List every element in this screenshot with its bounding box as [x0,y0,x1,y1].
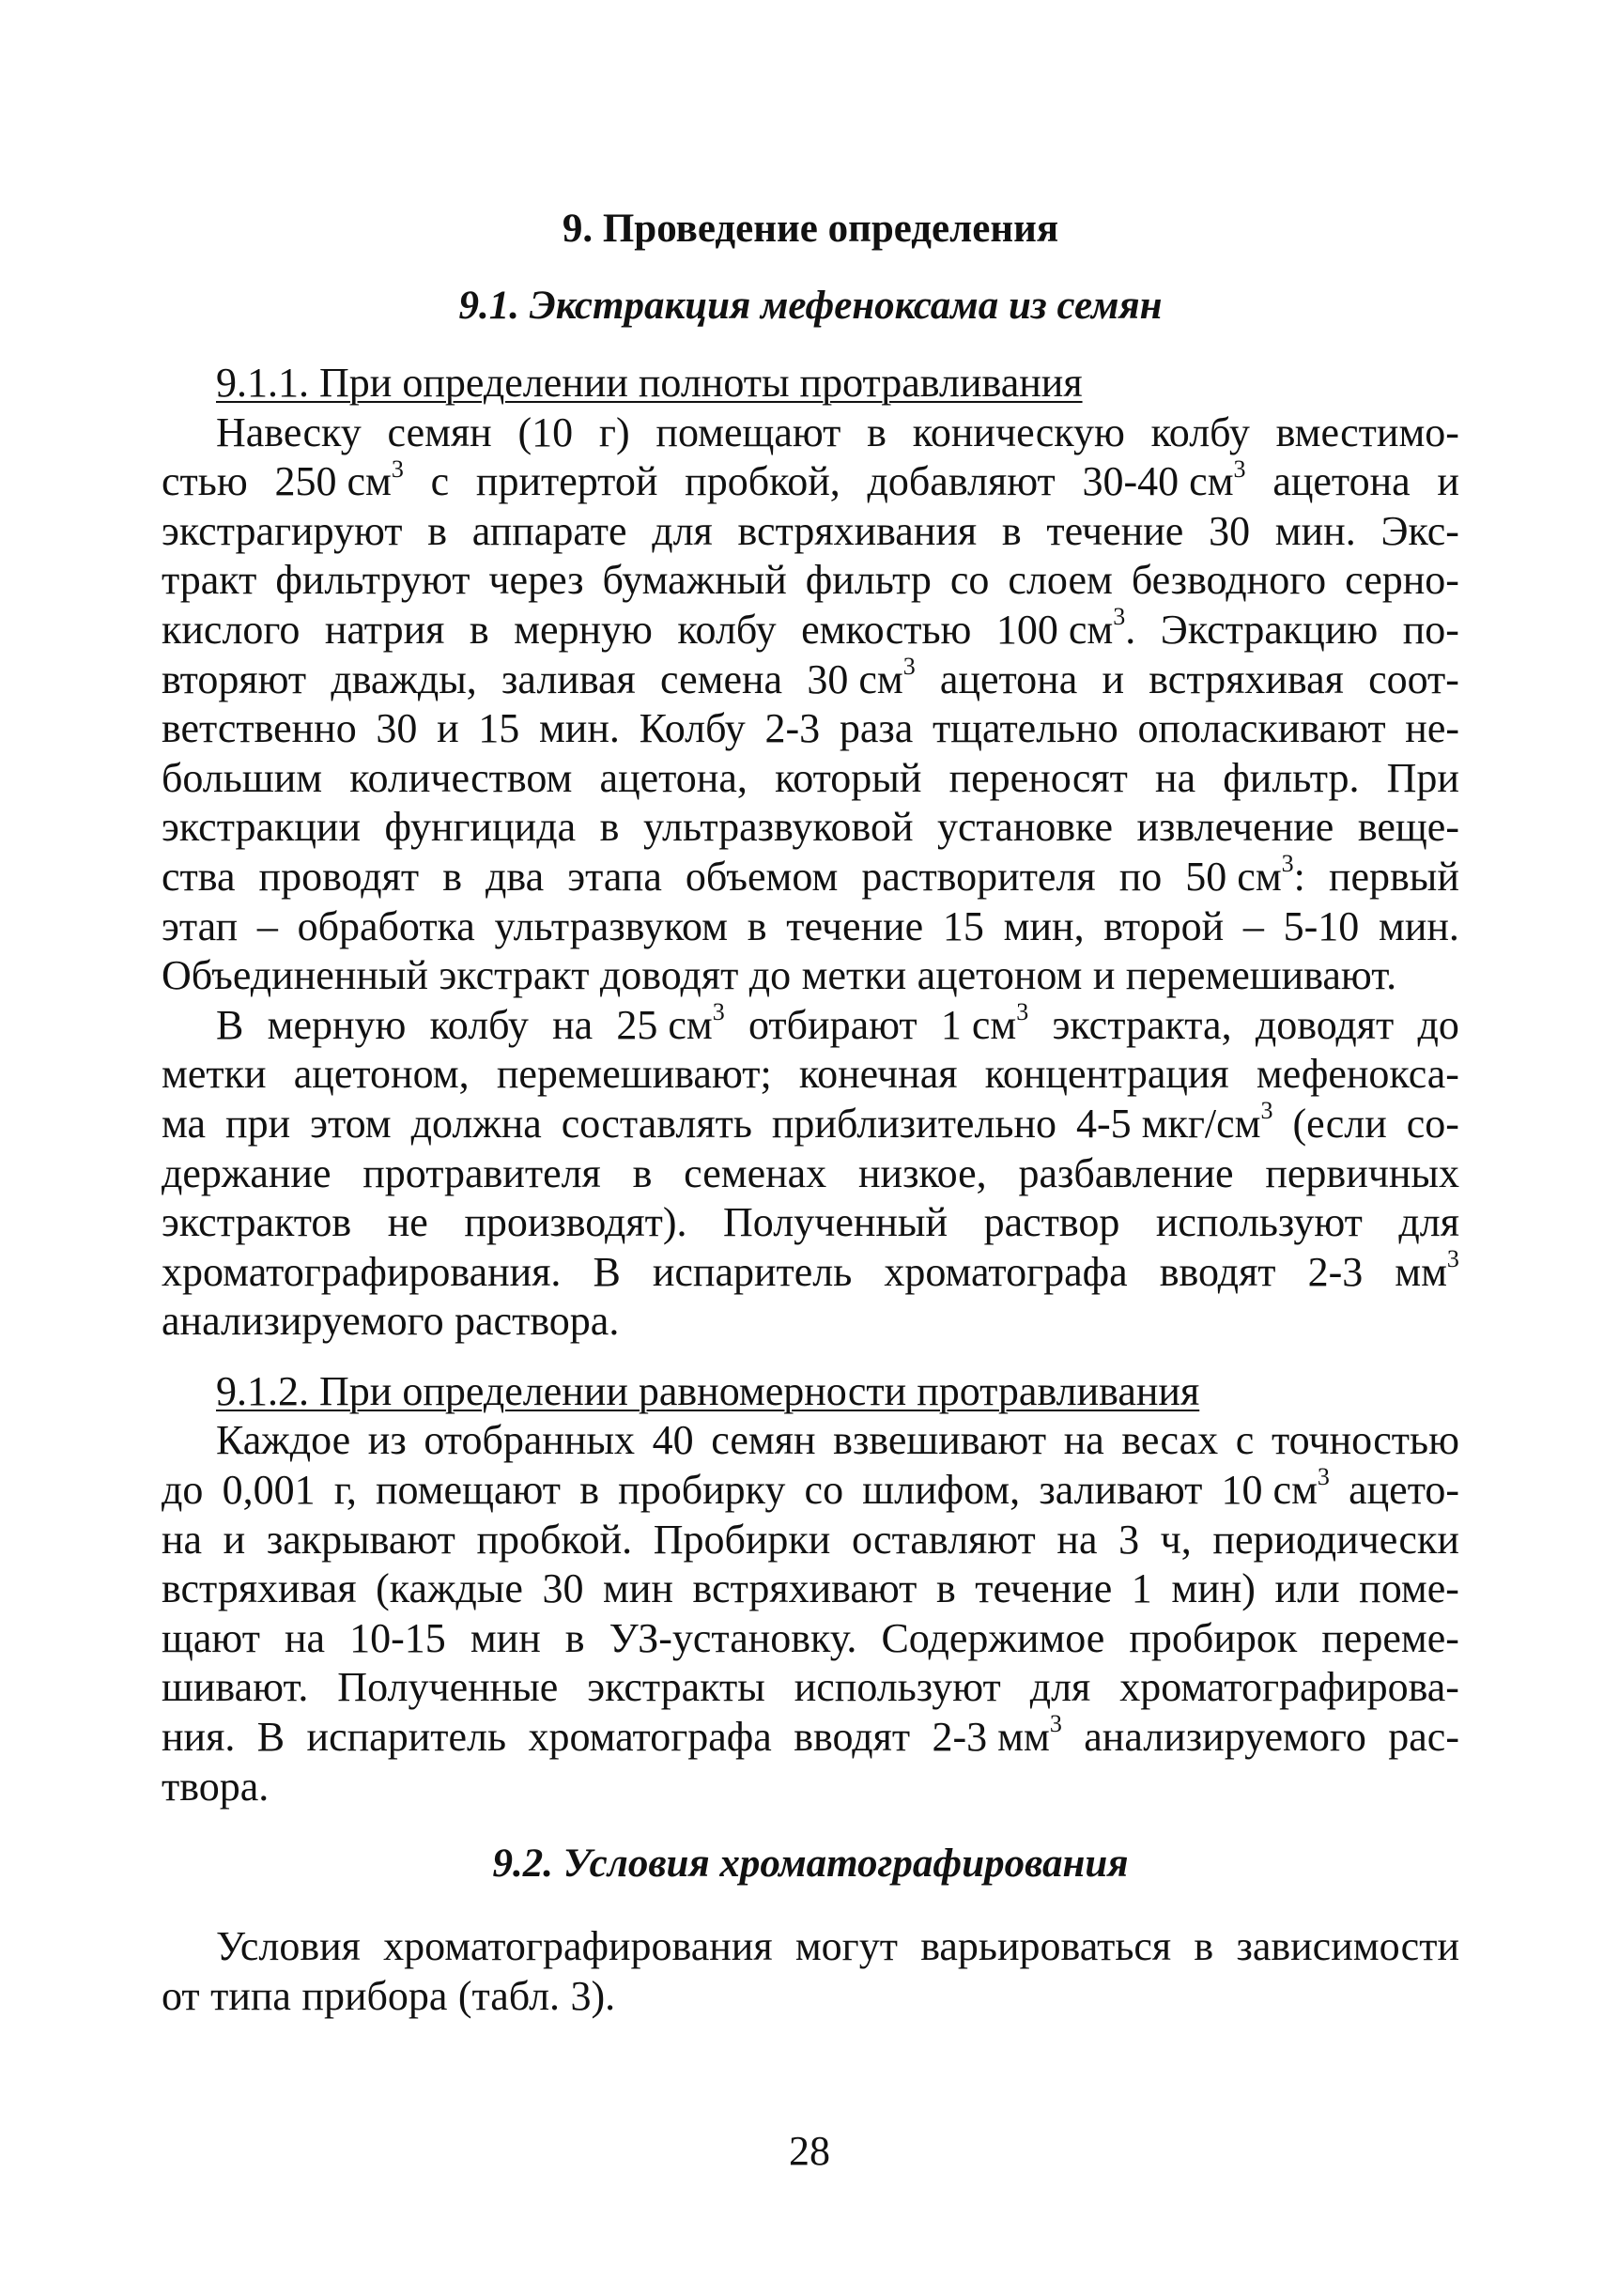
word: 3). [570,1972,616,2019]
word: варьироваться [920,1923,1172,1970]
word: колбу [677,606,777,653]
word: семян [387,408,492,455]
text-line [162,902,1459,952]
word: встряхивают [692,1565,917,1612]
word: 30 [376,705,418,752]
word: извлечение [1136,804,1334,851]
word: ацетона [1272,458,1411,505]
text-line [162,1972,1459,2022]
word: ства [162,853,236,900]
superscript: 3 [1317,1463,1330,1491]
word: в [747,902,767,949]
word: до [748,952,792,999]
word: метки [162,1051,267,1098]
paragraph [162,998,1459,1347]
superscript: 3 [1281,850,1294,878]
word: раствор [983,1199,1120,1246]
word: и [1437,458,1459,505]
word: раствора. [455,1298,620,1345]
word: с [430,458,450,505]
word: растворителя [861,853,1096,900]
text-line [162,850,1459,902]
word: экстракта, [1052,1001,1232,1048]
word: до [1417,1001,1459,1048]
word: отобранных [424,1417,636,1464]
word: Экс- [1380,507,1459,554]
word: ч, [1160,1516,1192,1563]
page-content [162,205,1459,2021]
word: до [162,1467,204,1514]
word: анализируемого [162,1298,444,1345]
word: и [437,705,459,752]
word: на [1063,1417,1104,1464]
word: и [223,1516,246,1563]
word: соот- [1368,655,1459,702]
word: не [387,1199,428,1246]
text-line [162,457,1459,507]
word: коническую [912,408,1125,455]
word: этом [310,1100,392,1147]
word: хроматографирова- [1119,1664,1459,1711]
word: проводят [258,853,420,900]
word: для [1398,1199,1459,1246]
word: – [1242,902,1264,949]
word: встряхивая [1149,655,1344,702]
word: (если [1292,1100,1387,1147]
text-line [162,951,1459,1001]
word: фильтр [805,557,932,604]
word: емкостью [801,606,972,653]
word: 1 [1131,1565,1152,1612]
word: и [1092,952,1116,999]
text-line [162,998,1459,1051]
word: Колбу [639,705,746,752]
word: 2-3 $мм^3$ [932,1710,1062,1761]
word: количеством [349,754,573,801]
word: 5-10 [1283,902,1360,949]
word: мефенокса- [1256,1051,1459,1098]
word: Объединенный [162,952,428,999]
word: г, [333,1467,357,1514]
word: Полученные [337,1664,559,1711]
word: слоем [1008,557,1113,604]
word: (10 [517,408,574,455]
word: доводят [1255,1001,1395,1048]
text-line [162,754,1459,804]
word: 15 [478,705,520,752]
word: фильтруют [275,557,470,604]
word: г) [598,408,630,455]
word: весах [1121,1417,1219,1464]
word: установке [937,804,1113,851]
word: течение [975,1565,1113,1612]
word: вводят [1159,1248,1276,1295]
word: обработка [297,902,475,949]
superscript: 3 [1016,998,1029,1026]
word: ультразвуковой [642,804,914,851]
superscript: 3 [1049,1710,1062,1738]
text-line [162,652,1459,705]
word: тщательно [932,705,1118,752]
word: анализируемого [1084,1714,1366,1761]
word: отбирают [748,1001,917,1048]
word: в [1001,507,1022,554]
superscript: 3 [902,652,916,680]
word: 50 $см^3$: [1185,850,1305,900]
word: заливая [501,655,636,702]
word: в [427,507,448,554]
word: помещают [655,408,841,455]
word: аппарате [471,507,627,554]
word: по- [1402,606,1459,653]
word: разбавление [1018,1149,1234,1196]
word: хроматографа [884,1248,1128,1295]
word: При [1386,754,1459,801]
word: ацетоном, [293,1051,470,1098]
word: мин, [1003,902,1085,949]
word: закрывают [266,1516,455,1563]
word: шивают. [162,1664,309,1711]
word: заливают [1039,1467,1203,1514]
text-line [162,1922,1459,1972]
subsection-title-9-2: 9.2. Условия хроматографирования [492,1841,1129,1887]
paragraph [162,1416,1459,1811]
word: и [1102,655,1125,702]
word: 30-40 $см^3$ [1082,455,1246,505]
word: веще- [1357,804,1459,851]
subheading-9-1-2: 9.1.2. При определении равномерности протравливания [216,1367,1200,1414]
text-line [162,803,1459,853]
word: в [867,408,887,455]
word: 10-15 [349,1614,446,1661]
word: вводят [794,1714,911,1761]
word: мин. [538,705,620,752]
word: В [256,1714,285,1761]
word: используют [794,1664,1001,1711]
word: прибора [301,1972,448,2019]
word: экстракции [162,804,362,851]
word: взвешивают [833,1417,1047,1464]
text-line [162,1614,1459,1664]
word: пробкой, [685,458,840,505]
text-line [162,556,1459,606]
word: Пробирки [653,1516,831,1563]
word: для [1029,1664,1091,1711]
word: 15 [942,902,984,949]
word: (каждые [376,1565,523,1612]
word: испаритель [652,1248,853,1295]
word: этап [162,902,239,949]
word: ультразвуком [494,902,729,949]
text-line [162,704,1459,754]
word: не- [1405,705,1459,752]
page-number: 28 [789,2128,830,2174]
word: в [632,1149,653,1196]
word: объемом [685,853,839,900]
text-line [162,1763,1459,1812]
superscript: 3 [391,455,404,483]
word: протравителя [362,1149,601,1196]
word: – [256,902,278,949]
word: первичных [1265,1149,1459,1196]
word: серно- [1345,557,1459,604]
word: со [804,1467,844,1514]
word: из [367,1417,407,1464]
word: 30 [1209,507,1251,554]
word: (табл. [457,1972,561,2019]
word: мин) [1171,1565,1256,1612]
word: $мм^3$ [1395,1245,1459,1295]
word: переме- [1321,1614,1459,1661]
word: ацетона [939,655,1078,702]
word: натрия [324,606,445,653]
text-line [162,1050,1459,1100]
word: экстракт [439,952,590,999]
word: 1 $см^3$ [940,998,1029,1048]
word: 100 $см^3$. [995,603,1136,653]
word: ацетоном [917,952,1083,999]
superscript: 3 [1113,603,1126,631]
word: кислого [162,606,301,653]
word: Навеску [216,408,362,455]
word: доводят [599,952,739,999]
word: хроматографа [528,1714,772,1761]
text-line [162,1149,1459,1199]
word: в [579,1467,599,1514]
word: в [935,1565,956,1612]
word: на [552,1001,594,1048]
word: периодически [1212,1516,1459,1563]
word: производят). [464,1199,687,1246]
word: 30 $см^3$ [807,652,916,702]
word: семенах [684,1149,827,1196]
word: со- [1406,1100,1459,1147]
word: щают [162,1614,260,1661]
word: мин. [1378,902,1459,949]
word: твора. [162,1763,270,1810]
word: 250 $см^3$ [274,455,404,505]
word: ополаскивают [1137,705,1386,752]
text-line [162,1198,1459,1248]
word: ветственно [162,705,357,752]
text-line [162,1516,1459,1565]
superscript: 3 [1446,1245,1459,1273]
word: типа [210,1972,291,2019]
word: экстрактов [162,1199,352,1246]
word: метки [801,952,907,999]
word: 25 $см^3$ [616,998,725,1048]
word: испаритель [306,1714,507,1761]
word: приблизительно [771,1100,1057,1147]
word: колбу [1150,408,1250,455]
word: с [1235,1417,1255,1464]
word: хроматографирования. [162,1248,562,1295]
word: зависимости [1236,1923,1459,1970]
word: переносят [948,754,1128,801]
subsection-title-9-1: 9.1. Экстракция мефеноксама из семян [458,284,1163,328]
word: В [216,1001,244,1048]
word: колбу [429,1001,529,1048]
paragraph [162,408,1459,1001]
word: низкое, [857,1149,987,1196]
word: притертой [475,458,658,505]
text-line [162,1710,1459,1763]
text-line [162,1463,1459,1516]
word: точностью [1271,1417,1459,1464]
word: шлифом, [862,1467,1021,1514]
word: 0,001 [222,1467,316,1514]
word: 3 [1118,1516,1140,1563]
word: встряхивания [737,507,978,554]
word: перемешивают; [496,1051,772,1098]
word: ния. [162,1714,236,1761]
word: или [1274,1565,1340,1612]
word: семян [711,1417,816,1464]
section-title: 9. Проведение определения [562,207,1059,251]
word: для [652,507,713,554]
word: через [488,557,584,604]
word: течение [1046,507,1184,554]
text-line [162,1564,1459,1614]
word: вторяют [162,655,307,702]
word: В [593,1248,621,1295]
word: могут [794,1923,898,1970]
word: 10 $см^3$ [1221,1463,1330,1514]
word: в [564,1614,585,1661]
word: бумажный [602,557,787,604]
paragraph [162,1922,1459,2021]
word: в [469,606,489,653]
word: держание [162,1149,332,1196]
word: Условия [216,1923,361,1970]
text-line [162,507,1459,557]
word: пробирку [618,1467,786,1514]
word: концентрация [984,1051,1229,1098]
word: тракт [162,557,257,604]
superscript: 3 [1233,455,1246,483]
text-line [162,1097,1459,1149]
word: дважды, [331,655,477,702]
word: перемешивают. [1125,952,1397,999]
word: 2-3 [764,705,821,752]
word: от [162,1972,200,2019]
word: Каждое [216,1417,351,1464]
word: со [949,557,990,604]
word: ацето- [1349,1467,1459,1514]
word: этапа [567,853,662,900]
word: мерную [267,1001,407,1048]
word: в [442,853,462,900]
text-line [162,1297,1459,1347]
word: в [1194,1923,1214,1970]
word: раза [839,705,914,752]
word: 40 [652,1417,694,1464]
text-line [162,603,1459,655]
word: используют [1155,1199,1363,1246]
word: который [775,754,922,801]
word: вместимо- [1275,408,1459,455]
word: экстракты [587,1664,765,1711]
word: 30 [542,1565,584,1612]
word: на [162,1516,203,1563]
text-line [162,1663,1459,1713]
word: при [225,1100,291,1147]
word: мин. [1274,507,1356,554]
word: оставляют [851,1516,1036,1563]
word: стью [162,458,248,505]
word: хроматографирования [383,1923,773,1970]
word: экстрагируют [162,507,403,554]
word: встряхивая [162,1565,357,1612]
word: конечная [798,1051,958,1098]
text-line [162,408,1459,458]
word: мин [470,1614,541,1661]
word: УЗ-установку. [609,1614,857,1661]
superscript: 3 [712,998,725,1026]
word: ацетона, [599,754,748,801]
word: пробкой. [476,1516,633,1563]
word: большим [162,754,323,801]
word: мин [603,1565,673,1612]
word: мерную [514,606,653,653]
superscript: 3 [1260,1097,1273,1125]
word: фильтр. [1223,754,1360,801]
word: первый [1328,853,1459,900]
word: течение [786,902,924,949]
word: семена [660,655,783,702]
subheading-9-1-1: 9.1.1. При определении полноты протравливания [216,360,1083,406]
word: должна [410,1100,542,1147]
word: на [284,1614,326,1661]
word: рас- [1388,1714,1459,1761]
word: помещают [376,1467,562,1514]
word: поме- [1359,1565,1459,1612]
word: на [1056,1516,1098,1563]
word: по [1118,853,1163,900]
word: два [486,853,545,900]
word: Полученный [723,1199,948,1246]
word: на [1155,754,1196,801]
text-line [162,1416,1459,1466]
word: фунгицида [384,804,577,851]
word: ма [162,1100,207,1147]
word: пробирок [1129,1614,1298,1661]
word: добавляют [867,458,1056,505]
word: составлять [561,1100,752,1147]
word: Экстракцию [1160,606,1379,653]
word: безводного [1131,557,1327,604]
text-line [162,1245,1459,1298]
word: второй [1103,902,1225,949]
word: в [599,804,620,851]
word: 4-5 мкг/$см^3$ [1075,1097,1273,1147]
word: Содержимое [881,1614,1105,1661]
word: 2-3 [1307,1248,1364,1295]
